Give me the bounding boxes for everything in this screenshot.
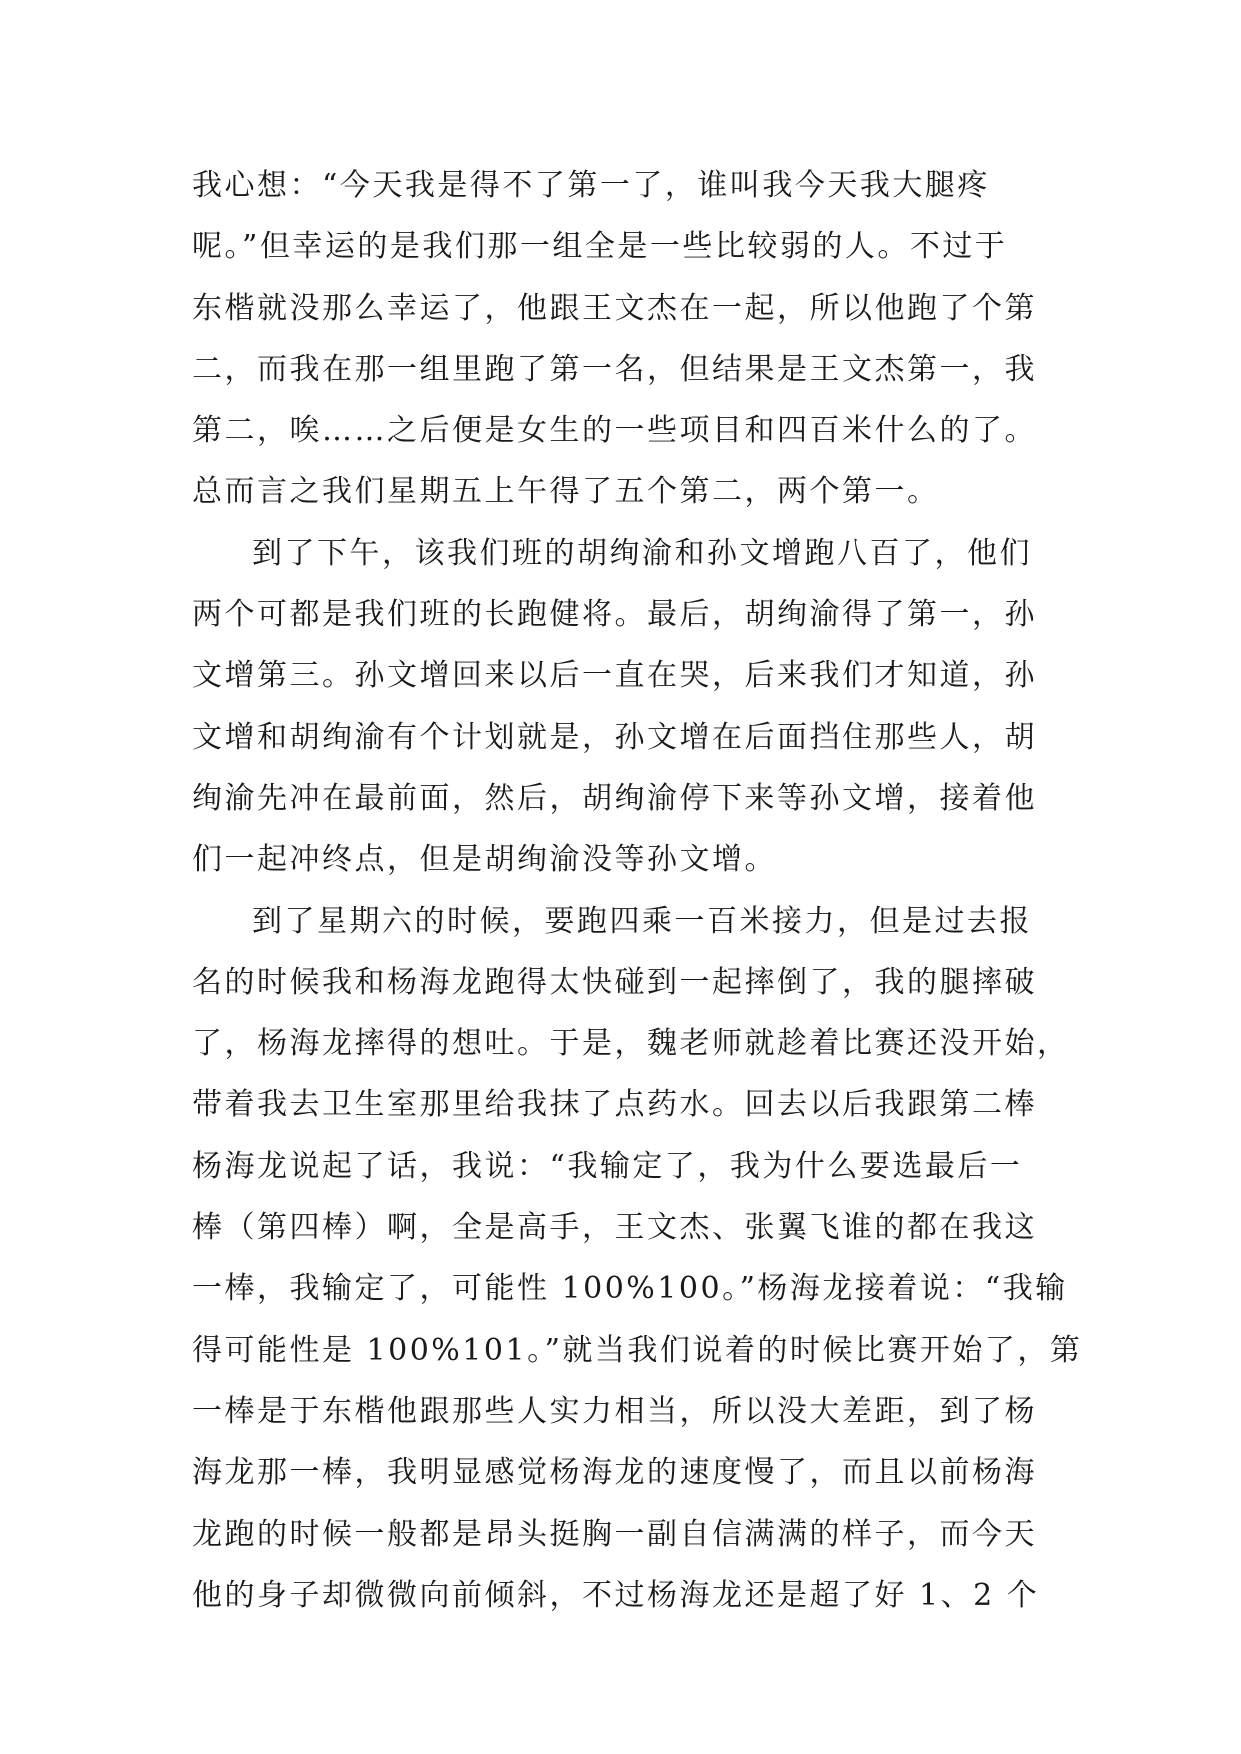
text-line: 们一起冲终点，但是胡绚渝没等孙文增。: [192, 842, 777, 878]
text-line: 棒（第四棒）啊，全是高手，王文杰、张翼飞谁的都在我这: [192, 1210, 1037, 1246]
text-line: 文增和胡绚渝有个计划就是，孙文增在后面挡住那些人，胡: [192, 719, 1037, 755]
text-line: 到了星期六的时候，要跑四乘一百米接力，但是过去报: [252, 903, 1032, 939]
text-line: 两个可都是我们班的长跑健将。最后，胡绚渝得了第一，孙: [192, 597, 1037, 633]
text-line: 我心想：“今天我是得不了第一了，谁叫我今天我大腿疼: [192, 168, 990, 203]
document-body: [192, 155, 1083, 1626]
text-line: 第二，唉……之后便是女生的一些项目和四百米什么的了。: [192, 413, 1037, 449]
text-line: 二，而我在那一组里跑了第一名，但结果是王文杰第一，我: [192, 351, 1037, 387]
text-line: 带着我去卫生室那里给我抹了点药水。回去以后我跟第二棒: [192, 1087, 1037, 1123]
text-line: 海龙那一棒，我明显感觉杨海龙的速度慢了，而且以前杨海: [192, 1455, 1037, 1491]
text-line: 杨海龙说起了话，我说：“我输定了，我为什么要选最后一: [192, 1148, 1023, 1184]
text-line: 文增第三。孙文增回来以后一直在哭，后来我们才知道，孙: [192, 658, 1037, 694]
text-line: 绚渝先冲在最前面，然后，胡绚渝停下来等孙文增，接着他: [192, 780, 1037, 816]
text-line: 他的身子却微微向前倾斜，不过杨海龙还是超了好 1、2 个: [192, 1577, 1040, 1613]
text-line: 总而言之我们星期五上午得了五个第二，两个第一。: [192, 474, 940, 510]
text-line: 呢。”但幸运的是我们那一组全是一些比较弱的人。不过于: [192, 229, 1008, 265]
text-line: 一棒是于东楷他跟那些人实力相当，所以没大差距，到了杨: [192, 1393, 1037, 1429]
text-line: 名的时候我和杨海龙跑得太快碰到一起摔倒了，我的腿摔破: [192, 964, 1037, 1000]
text-line: 龙跑的时候一般都是昂头挺胸一副自信满满的样子，而今天: [192, 1516, 1037, 1552]
text-line: 一棒，我输定了，可能性 100%100。”杨海龙接着说：“我输: [192, 1271, 1068, 1307]
text-line: 了，杨海龙摔得的想吐。于是，魏老师就趁着比赛还没开始，: [192, 1026, 1070, 1062]
text-line: 东楷就没那么幸运了，他跟王文杰在一起，所以他跑了个第: [192, 290, 1037, 326]
text-line: 得可能性是 100%101。”就当我们说着的时候比赛开始了，第: [192, 1332, 1083, 1368]
text-line: 到了下午，该我们班的胡绚渝和孙文增跑八百了，他们: [252, 535, 1032, 571]
